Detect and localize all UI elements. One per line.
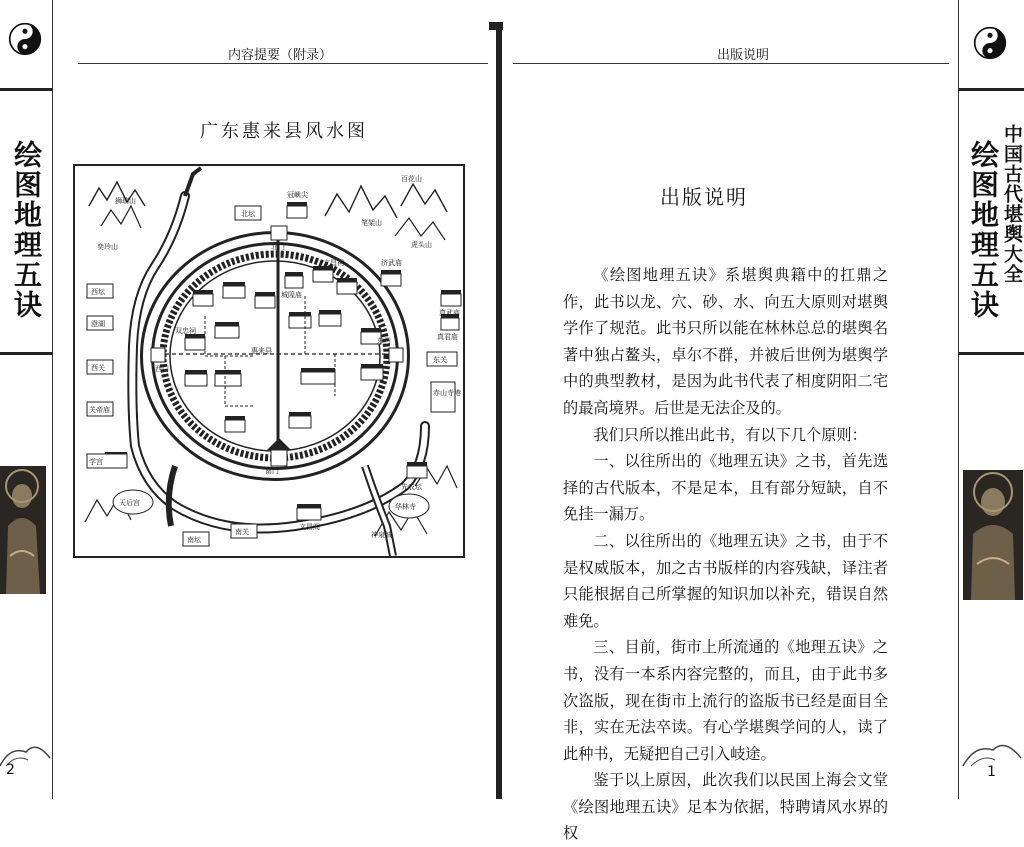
right-edge-strip (958, 0, 1024, 799)
map-label: 天后宫 (119, 499, 140, 507)
series-title: 中国古代堪舆大全 (1001, 124, 1023, 284)
map-label: 赤山寺港 (433, 389, 461, 397)
left-page (0, 0, 497, 799)
map-label: 北门 (271, 243, 285, 251)
paragraph: 鉴于以上原因，此次我们以民国上海会文堂《绘图地理五诀》足本为依据，特聘请风水界的权 (563, 771, 888, 843)
map-label: 西关 (91, 364, 105, 372)
edge-rule-top (0, 88, 52, 91)
map-label: 南门 (265, 467, 279, 475)
map-label: 城隍庙 (281, 291, 302, 299)
book-spine (496, 22, 502, 799)
map-label: 狮瑞山 (115, 197, 136, 205)
map-label: 先农坛 (401, 483, 422, 491)
map-label: 澄湖 (91, 320, 105, 328)
yin-yang-icon (973, 26, 1007, 60)
map-label: 北坛 (241, 210, 255, 218)
map-label: 南坛 (187, 536, 201, 544)
paragraph: 一、以往所出的《地理五诀》之书，首先选择的古代版本，不是足本，且有部分短缺，自不免挂一漏万。 (563, 452, 888, 524)
map-label: 文昌祠 (323, 259, 344, 267)
right-page-number: 1 (987, 764, 996, 780)
map-label: 笔架山 (361, 219, 382, 227)
paragraph: 三、目前，街市上所流通的《地理五诀》之书，没有一本系内容完整的，而且，由于此书多次盗版，现在街市上流行的盗版书已经是面目全非，实在无法卒读。有心学堪舆学问的人，读了此种书，无疑把自己引入岐途。 (563, 638, 888, 763)
map-label: 百花山 (401, 175, 422, 183)
map-label: 东门 (377, 337, 391, 345)
map-label: 文昌阁 (299, 523, 320, 531)
paragraph: 《绘图地理五诀》系堪舆典籍中的扛鼎之作，此书以龙、穴、砂、水、向五大原则对堪舆学作了规范。此书只所以能在林林总总的堪舆名著中独占鳌头，卓尔不群，并被后世例为堪舆学中的典型教材，是因为此书代表了相度阴阳二宅的最高境界。后世是无法企及的。 (563, 266, 888, 417)
paragraph: 我们只所以推出此书，有以下几个原则： (593, 425, 867, 444)
map-label: 西坛 (91, 288, 105, 296)
left-page-number: 2 (6, 762, 15, 778)
map-title: 广东惠来县风水图 (200, 121, 368, 142)
left-book-title: 绘图地理五诀 (10, 140, 43, 320)
map-label: 惠来县 (251, 347, 272, 355)
section-title: 出版说明 (660, 185, 748, 209)
map-label: 双忠祠 (175, 327, 196, 335)
map-label: 奕玲山 (97, 243, 118, 251)
feng-shui-map (73, 164, 465, 558)
map-label: 济武庙 (381, 259, 402, 267)
right-book-title: 绘图地理五诀 (967, 140, 1000, 320)
map-label: 神泉城 (371, 531, 392, 539)
map-label: 真君庙 (437, 333, 458, 341)
map-label: 冠嶼尖 (287, 191, 308, 199)
edge-rule-mid (0, 352, 52, 355)
map-label: 真武庙 (439, 309, 460, 317)
map-label: 东关 (433, 356, 447, 364)
right-running-head: 出版说明 (716, 48, 769, 63)
right-header-rule (513, 63, 949, 64)
map-label: 关帝庙 (89, 406, 110, 414)
map-label: 学宫 (89, 458, 103, 466)
yin-yang-icon (8, 22, 42, 56)
map-label: 华林寺 (395, 503, 416, 511)
paragraph: 二、以往所出的《地理五诀》之书，由于不是权威版本，加之古书版样的内容残缺，译注者只能根据自己所掌握的知识加以补充，错误自然难免。 (563, 531, 888, 630)
edge-rule-top (959, 88, 1024, 91)
buddha-statue-image (963, 470, 1023, 600)
left-running-head: 内容提要（附录） (227, 48, 332, 63)
map-label: 南关 (235, 528, 249, 536)
map-label: 西门 (155, 365, 169, 373)
left-header-rule (78, 63, 488, 64)
map-label: 虎头山 (411, 241, 432, 249)
buddha-statue-image (0, 466, 46, 594)
left-edge-strip (0, 0, 53, 799)
body-text (563, 262, 888, 847)
edge-rule-mid (959, 352, 1024, 355)
